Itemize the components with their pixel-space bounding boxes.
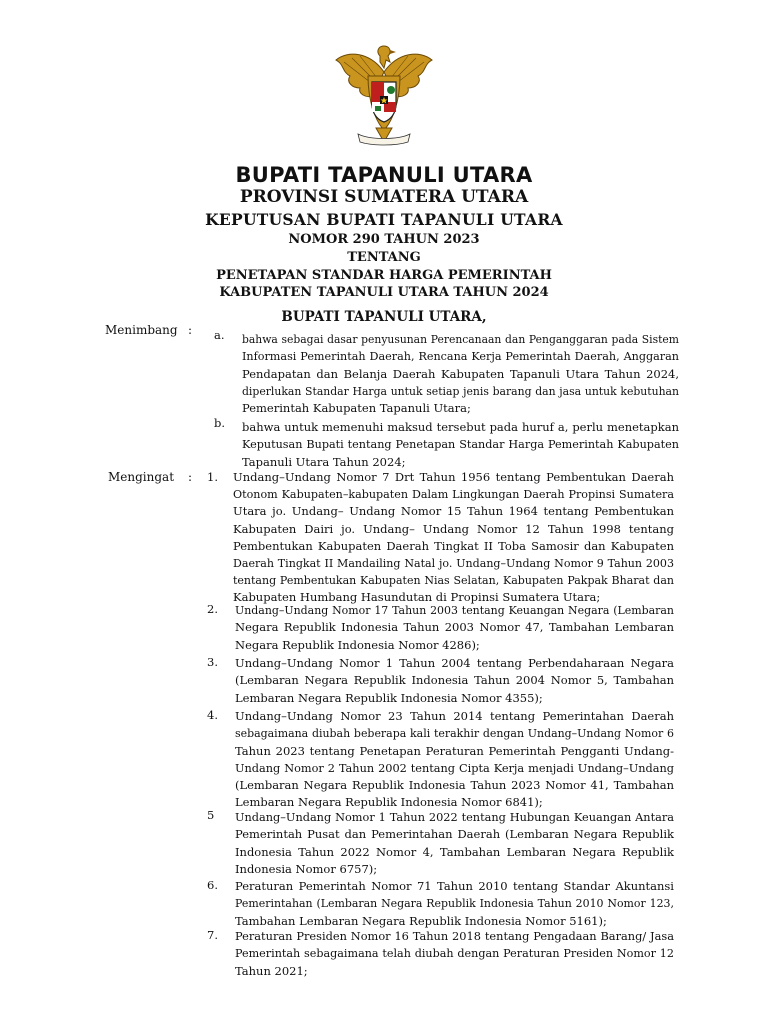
mengingat-marker-1: 1. [207, 470, 218, 484]
header-province: PROVINSI SUMATERA UTARA [239, 187, 529, 207]
menimbang-marker-b: b. [214, 416, 226, 430]
header-title: BUPATI TAPANULI UTARA [235, 163, 533, 187]
header-subject-line1: PENETAPAN STANDAR HARGA PEMERINTAH [216, 268, 552, 283]
mengingat-1-line: Kabupaten Humbang Hasundutan di Propinsi Sumatera Utara; [233, 590, 601, 605]
mengingat-6-line: Pemerintahan (Lembaran Negara Republik Indonesia Tahun 2010 Nomor 123, [235, 897, 674, 911]
mengingat-marker-3: 3. [207, 655, 218, 669]
mengingat-3-line: (Lembaran Negara Republik Indonesia Tahun 2004 Nomor 5, Tambahan [235, 673, 674, 688]
menimbang-item-a [242, 331, 679, 417]
mengingat-item-2 [235, 602, 674, 654]
mengingat-4-line: Undang Nomor 2 Tahun 2002 tentang Cipta Kerja menjadi Undang–Undang [235, 761, 674, 775]
mengingat-5-line: Pemerintah Pusat dan Pemerintahan Daerah (Lembaran Negara Republik [235, 827, 674, 842]
menimbang-marker-a: a. [214, 328, 225, 342]
menimbang-b-line: bahwa untuk memenuhi maksud tersebut pada huruf a, perlu menetapkan [242, 420, 679, 434]
mengingat-item-7 [235, 928, 674, 980]
mengingat-marker-4: 4. [207, 708, 218, 722]
mengingat-3-line: Lembaran Negara Republik Indonesia Nomor 4355); [235, 690, 543, 705]
mengingat-2-line: Negara Republik Indonesia Tahun 2003 Nomor 47, Tambahan Lembaran [235, 620, 674, 635]
mengingat-4-line: Undang–Undang Nomor 23 Tahun 2014 tentang Pemerintahan Daerah [235, 709, 674, 723]
menimbang-b-line: Tapanuli Utara Tahun 2024; [242, 454, 406, 469]
mengingat-4-line: (Lembaran Negara Republik Indonesia Tahun 2023 Nomor 41, Tambahan [235, 778, 674, 793]
mengingat-1-line: Utara jo. Undang– Undang Nomor 15 Tahun 1964 tentang Pembentukan [233, 504, 674, 519]
mengingat-4-line: sebagaimana diubah beberapa kali terakhir dengan Undang–Undang Nomor 6 [235, 727, 674, 741]
menimbang-a-line: Informasi Pemerintah Daerah, Rencana Kerja Pemerintah Daerah, Anggaran [242, 350, 679, 364]
menimbang-a-line: Pendapatan dan Belanja Daerah Kabupaten Tapanuli Utara Tahun 2024, [242, 366, 679, 381]
menimbang-b-line: Keputusan Bupati tentang Penetapan Standar Harga Pemerintah Kabupaten [242, 438, 679, 452]
mengingat-item-6 [235, 878, 674, 930]
mengingat-item-1 [233, 469, 674, 607]
menimbang-a-line: Pemerintah Kabupaten Tapanuli Utara; [242, 401, 471, 416]
mengingat-1-line: Daerah Tingkat II Mandailing Natal jo. Undang–Undang Nomor 9 Tahun 2003 [233, 557, 674, 571]
menimbang-item-b [242, 419, 679, 471]
mengingat-5-line: Indonesia Nomor 6757); [235, 861, 378, 876]
header-decision: KEPUTUSAN BUPATI TAPANULI UTARA [205, 210, 563, 229]
mengingat-marker-5: 5 [207, 808, 215, 822]
mengingat-5-line: Indonesia Tahun 2022 Nomor 4, Tambahan Lembaran Negara Republik [235, 844, 674, 859]
menimbang-label: Menimbang [105, 323, 178, 337]
mengingat-4-line: Lembaran Negara Republik Indonesia Nomor 6841); [235, 795, 543, 810]
garuda-emblem-icon [330, 42, 438, 150]
header-about: TENTANG [347, 250, 421, 265]
header-subject-line2: KABUPATEN TAPANULI UTARA TAHUN 2024 [219, 285, 549, 300]
mengingat-label: Mengingat [108, 470, 175, 484]
mengingat-3-line: Undang–Undang Nomor 1 Tahun 2004 tentang Perbendaharaan Negara [235, 656, 674, 670]
mengingat-1-line: Undang–Undang Nomor 7 Drt Tahun 1956 tentang Pembentukan Daerah [233, 470, 674, 484]
mengingat-4-line: Tahun 2023 tentang Penetapan Peraturan Pemerintah Pengganti Undang- [235, 743, 674, 758]
mengingat-5-line: Undang–Undang Nomor 1 Tahun 2022 tentang Hubungan Keuangan Antara [235, 811, 674, 824]
mengingat-colon: : [188, 470, 193, 484]
mengingat-item-4 [235, 708, 674, 812]
mengingat-7-line: Peraturan Presiden Nomor 16 Tahun 2018 tentang Pengadaan Barang/ Jasa [235, 929, 674, 943]
mengingat-1-line: Pembentukan Kabupaten Daerah Tingkat II Toba Samosir dan Kabupaten [233, 538, 674, 553]
mengingat-6-line: Tambahan Lembaran Negara Republik Indonesia Nomor 5161); [235, 913, 607, 928]
mengingat-6-line: Peraturan Pemerintah Nomor 71 Tahun 2010 tentang Standar Akuntansi [235, 879, 674, 893]
mengingat-2-line: Undang–Undang Nomor 17 Tahun 2003 tentang Keuangan Negara (Lembaran [235, 604, 674, 617]
mengingat-7-line: Pemerintah sebagaimana telah diubah dengan Peraturan Presiden Nomor 12 [235, 947, 674, 961]
mengingat-item-3 [235, 655, 674, 707]
mengingat-marker-2: 2. [207, 602, 218, 616]
mengingat-7-line: Tahun 2021; [235, 963, 308, 978]
header-official: BUPATI TAPANULI UTARA, [281, 309, 487, 325]
mengingat-2-line: Negara Republik Indonesia Nomor 4286); [235, 637, 480, 652]
header-number: NOMOR 290 TAHUN 2023 [288, 232, 480, 247]
menimbang-a-line: bahwa sebagai dasar penyusunan Perencanaan dan Penganggaran pada Sistem [242, 333, 679, 346]
menimbang-a-line: diperlukan Standar Harga untuk setiap jenis barang dan jasa untuk kebutuhan [242, 384, 679, 398]
mengingat-1-line: Kabupaten Dairi jo. Undang– Undang Nomor 12 Tahun 1998 tentang [233, 521, 674, 536]
mengingat-item-5 [235, 809, 674, 878]
mengingat-1-line: Otonom Kabupaten–kabupaten Dalam Lingkungan Daerah Propinsi Sumatera [233, 488, 674, 502]
mengingat-marker-6: 6. [207, 878, 218, 892]
mengingat-marker-7: 7. [207, 928, 218, 942]
mengingat-1-line: tentang Pembentukan Kabupaten Nias Selatan, Kabupaten Pakpak Bharat dan [233, 574, 674, 588]
menimbang-colon: : [188, 323, 193, 337]
